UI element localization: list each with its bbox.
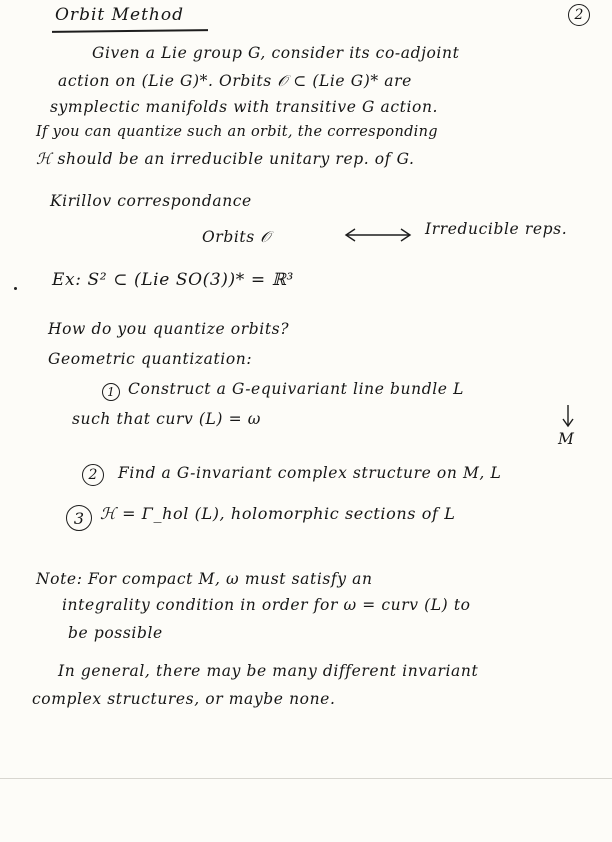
kirillov-heading: Kirillov correspondance xyxy=(50,192,252,210)
text-line-3: symplectic manifolds with transitive G action. xyxy=(50,98,439,116)
note-line-3: be possible xyxy=(68,624,163,642)
example-line: Ex: S² ⊂ (Lie SO(3))* = ℝ³ xyxy=(52,270,294,290)
text-line-5: ℋ should be an irreducible unitary rep. of G. xyxy=(36,150,415,168)
step-1-number-text: 1 xyxy=(107,385,115,399)
double-arrow-icon xyxy=(343,228,413,242)
text-line-2: action on (Lie G)*. Orbits 𝒪 ⊂ (Lie G)* are xyxy=(58,72,412,90)
manifold-m-label: M xyxy=(558,430,575,448)
correspondence-right: Irreducible reps. xyxy=(425,220,568,238)
step-2-number-text: 2 xyxy=(88,467,98,483)
step-1-continuation: such that curv (L) = ω xyxy=(72,410,261,428)
text-line-1: Given a Lie group G, consider its co-adjoint xyxy=(92,44,460,62)
step-2-text: Find a G-invariant complex structure on M, L xyxy=(118,464,502,482)
note-line-2: integrality condition in order for ω = curv (L) to xyxy=(62,596,471,614)
page-number xyxy=(568,4,590,26)
title-underline xyxy=(52,29,208,32)
step-3-number xyxy=(66,505,92,531)
note-line-5: complex structures, or maybe none. xyxy=(32,690,336,708)
question-line: How do you quantize orbits? xyxy=(48,320,290,338)
text-line-4: If you can quantize such an orbit, the corresponding xyxy=(36,124,438,140)
down-arrow-icon xyxy=(561,404,575,428)
step-1-text: Construct a G-equivariant line bundle L xyxy=(128,380,464,398)
step-2-number xyxy=(82,464,104,486)
correspondence-left: Orbits 𝒪 xyxy=(202,228,271,246)
geometric-quantization-heading: Geometric quantization: xyxy=(48,350,253,368)
note-line-1: Note: For compact M, ω must satisfy an xyxy=(36,570,373,588)
page-title: Orbit Method xyxy=(55,5,184,25)
note-line-4: In general, there may be many different invariant xyxy=(58,662,479,680)
step-3-number-text: 3 xyxy=(73,508,85,528)
stray-dot xyxy=(14,287,17,290)
step-3-text: ℋ = Γ_hol (L), holomorphic sections of L xyxy=(100,504,456,523)
step-1-number xyxy=(102,383,120,401)
page-number-text: 2 xyxy=(574,7,584,23)
scan-edge-line xyxy=(0,778,612,779)
